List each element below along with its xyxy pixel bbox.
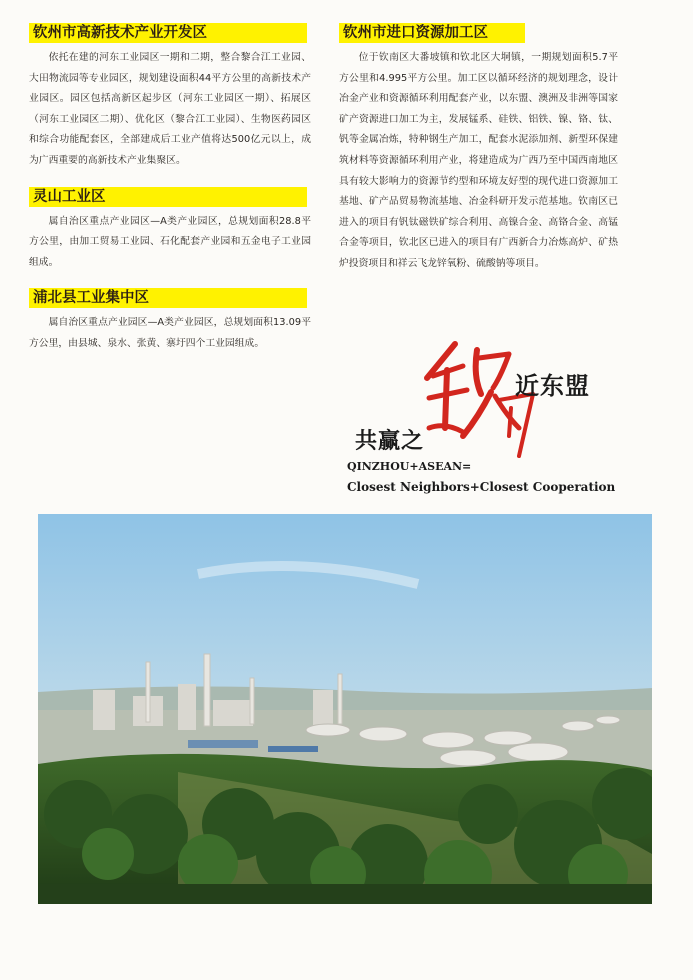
section-lingshan-zone: [29, 186, 311, 274]
industrial-park-photo: [38, 514, 652, 904]
right-column: [339, 22, 618, 289]
section-heading: 钦州市高新技术产业开发区: [29, 23, 307, 43]
section-heading: 灵山工业区: [29, 187, 307, 207]
slogan-english-2: Closest Neighbors+Closest Cooperation: [347, 480, 616, 494]
industrial-landscape-image: [38, 514, 652, 904]
section-heading: 钦州市进口资源加工区: [339, 23, 525, 43]
calligraphy-qinzhou-logo: [415, 336, 545, 466]
slogan-near: 近东盟: [515, 371, 590, 400]
slogan-english-1: QINZHOU+ASEAN=: [347, 460, 472, 473]
left-column: [29, 22, 311, 369]
section-hitech-zone: [29, 22, 311, 172]
section-body: 位于钦南区大番坡镇和钦北区大垌镇，一期规划面积5.7平方公里和4.995平方公里。加工区以循环经济的规划理念，设计冶金产业和资源循环利用配套产业，以东盟、澳洲及非洲等国家矿产资源进口加工为主，发展锰系、硅铁、铝铁、镍、铬、钛、钒等金属冶炼，特种钢生产加工，配套水泥添加剂、新型环保建筑材料等资源循环利用产业，将建造成为广西乃至中国西南地区具有较大影响力的资源节约型和环境友好型的现代进口资源加工基地、矿产品贸易物流基地、冶金科研开发示范基地。钦南区已进入的项目有钒钛磁铁矿综合利用、高镍合金、高铬合金、高锰合金等项目，钦北区已进入的项目有广西新合力冶炼高炉、矿热炉投资项目和祥云飞龙锌氧粉、硫酸钠等项目。: [339, 52, 618, 269]
section-body: 属自治区重点产业园区—A类产业园区，总规划面积28.8平方公里，由加工贸易工业园、石化配套产业园和五金电子工业园组成。: [29, 215, 311, 268]
section-pubei-zone: [29, 287, 311, 354]
slogan-win: 共赢之: [355, 428, 425, 454]
section-body: 依托在建的河东工业园区一期和二期，整合黎合江工业园、大田物流园等专业园区，规划建设面积44平方公里的高新技术产业园区。园区包括高新区起步区（河东工业园区一期）、拓展区（河东工业园区二期）、优化区（黎合江工业园）、生物医药园区和综合功能配套区，全部建成后工业产值将达500亿元以上，成为广西重要的高新技术产业集聚区。: [29, 52, 311, 166]
section-body: 属自治区重点产业园区—A类产业园区，总规划面积13.09平方公里，由县城、泉水、张黄、寨圩四个工业园组成。: [29, 317, 311, 349]
section-heading: 浦北县工业集中区: [29, 288, 307, 308]
slogan-block: [345, 336, 645, 511]
section-import-resource-zone: [339, 22, 618, 275]
